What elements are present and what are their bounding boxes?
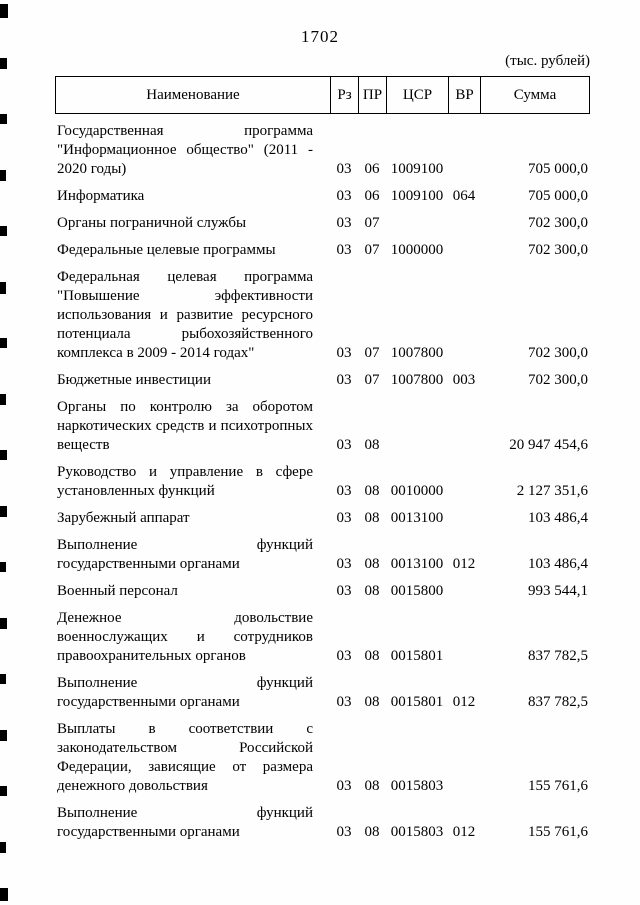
pr-cell: 08: [364, 437, 380, 453]
table-row: [55, 609, 590, 666]
rz-cell: 03: [336, 648, 352, 664]
tsr-cell: 1000000: [390, 242, 444, 258]
tsr-cell: 1007800: [390, 372, 444, 388]
name-cell: Органы пограничной службы: [57, 215, 247, 231]
summa-cell: 837 782,5: [528, 648, 588, 664]
pr-cell: 07: [364, 242, 380, 258]
pr-cell: 08: [364, 510, 380, 526]
rz-cell: 03: [336, 556, 352, 572]
pr-cell: 08: [364, 824, 380, 840]
pr-cell: 08: [364, 778, 380, 794]
rz-cell: 03: [336, 824, 352, 840]
summa-cell: 20 947 454,6: [509, 437, 588, 453]
name-cell: Выполнение функций государственными органами: [57, 805, 313, 840]
col-header-vr: ВР: [449, 77, 481, 113]
col-header-pr: ПР: [359, 77, 387, 113]
name-cell: Бюджетные инвестиции: [57, 372, 211, 388]
rz-cell: 03: [336, 510, 352, 526]
summa-cell: 2 127 351,6: [516, 483, 588, 499]
summa-cell: 702 300,0: [528, 372, 588, 388]
scan-artifact: [0, 58, 7, 69]
vr-cell: 003: [452, 372, 476, 388]
table-body: [55, 122, 590, 842]
table-row: [55, 582, 590, 601]
scan-artifact: [0, 282, 6, 294]
tsr-cell: 1009100: [390, 161, 444, 177]
col-header-tsr: ЦСР: [387, 77, 449, 113]
name-cell: Информатика: [57, 188, 145, 204]
table-row: [55, 720, 590, 796]
summa-cell: 103 486,4: [528, 510, 588, 526]
table-row: [55, 536, 590, 574]
name-cell: Зарубежный аппарат: [57, 510, 190, 526]
tsr-cell: 0013100: [390, 556, 444, 572]
scan-artifact: [0, 338, 7, 348]
scan-artifact: [0, 618, 7, 629]
pr-cell: 06: [364, 188, 380, 204]
rz-cell: 03: [336, 161, 352, 177]
col-header-rz: Рз: [331, 77, 359, 113]
scan-artifact: [0, 674, 6, 684]
name-cell: Государственная программа "Информационное общество" (2011 - 2020 годы): [57, 123, 313, 177]
pr-cell: 08: [364, 583, 380, 599]
pr-cell: 07: [364, 215, 380, 231]
table-row: [55, 214, 590, 233]
budget-table: [55, 76, 590, 850]
rz-cell: 03: [336, 372, 352, 388]
scan-artifact: [0, 226, 7, 236]
scan-artifact: [0, 4, 8, 18]
col-header-summa: Сумма: [513, 86, 557, 103]
scan-artifact: [0, 730, 7, 741]
table-row: [55, 268, 590, 363]
units-note: (тыс. рублей): [505, 53, 590, 69]
name-cell: Федеральная целевая программа "Повышение эффективности использования и развитие ресурсного потенциала рыбохозяйственного комплекса в 2009 - 2014 годах": [57, 269, 313, 361]
table-header-row: [55, 76, 590, 114]
rz-cell: 03: [336, 483, 352, 499]
name-cell: Выплаты в соответствии с законодательством Российской Федерации, зависящие от размера денежного довольствия: [57, 721, 313, 794]
vr-cell: 064: [452, 188, 476, 204]
name-cell: Руководство и управление в сфере установленных функций: [57, 464, 313, 499]
pr-cell: 07: [364, 345, 380, 361]
rz-cell: 03: [336, 215, 352, 231]
rz-cell: 03: [336, 345, 352, 361]
summa-cell: 155 761,6: [528, 824, 588, 840]
tsr-cell: 0015801: [390, 648, 444, 664]
vr-cell: 012: [452, 824, 476, 840]
page-number: 1702: [301, 27, 339, 46]
tsr-cell: 1009100: [390, 188, 444, 204]
summa-cell: 705 000,0: [528, 188, 588, 204]
tsr-cell: 0015803: [390, 778, 444, 794]
table-row: [55, 804, 590, 842]
table-row: [55, 509, 590, 528]
scan-artifact: [0, 786, 7, 796]
scan-artifact: [0, 170, 6, 181]
rz-cell: 03: [336, 437, 352, 453]
vr-cell: 012: [452, 556, 476, 572]
tsr-cell: 1007800: [390, 345, 444, 361]
summa-cell: 702 300,0: [528, 215, 588, 231]
col-header-name: Наименование: [56, 77, 331, 113]
summa-cell: 155 761,6: [528, 778, 588, 794]
rz-cell: 03: [336, 778, 352, 794]
scan-artifact: [0, 506, 7, 517]
pr-cell: 08: [364, 694, 380, 710]
name-cell: Федеральные целевые программы: [57, 242, 276, 258]
table-row: [55, 241, 590, 260]
pr-cell: 08: [364, 556, 380, 572]
table-row: [55, 187, 590, 206]
summa-cell: 705 000,0: [528, 161, 588, 177]
summa-cell: 702 300,0: [528, 345, 588, 361]
rz-cell: 03: [336, 694, 352, 710]
summa-cell: 103 486,4: [528, 556, 588, 572]
scan-artifact: [0, 888, 8, 901]
summa-cell: 702 300,0: [528, 242, 588, 258]
summa-cell: 993 544,1: [528, 583, 588, 599]
table-row: [55, 398, 590, 455]
table-row: [55, 463, 590, 501]
tsr-cell: 0010000: [390, 483, 444, 499]
table-row: [55, 122, 590, 179]
name-cell: Органы по контролю за оборотом наркотических средств и психотропных веществ: [57, 399, 313, 453]
scan-artifact: [0, 450, 7, 460]
table-row: [55, 371, 590, 390]
scan-artifact: [0, 394, 6, 405]
name-cell: Выполнение функций государственными органами: [57, 675, 313, 710]
pr-cell: 06: [364, 161, 380, 177]
tsr-cell: 0015800: [390, 583, 444, 599]
name-cell: Денежное довольствие военнослужащих и сотрудников правоохранительных органов: [57, 610, 313, 664]
rz-cell: 03: [336, 188, 352, 204]
scan-artifact: [0, 842, 6, 853]
pr-cell: 07: [364, 372, 380, 388]
pr-cell: 08: [364, 483, 380, 499]
rz-cell: 03: [336, 242, 352, 258]
scan-artifact: [0, 562, 6, 572]
tsr-cell: 0015803: [390, 824, 444, 840]
pr-cell: 08: [364, 648, 380, 664]
tsr-cell: 0013100: [390, 510, 444, 526]
name-cell: Военный персонал: [57, 583, 178, 599]
rz-cell: 03: [336, 583, 352, 599]
scan-artifact: [0, 114, 7, 124]
table-row: [55, 674, 590, 712]
summa-cell: 837 782,5: [528, 694, 588, 710]
tsr-cell: 0015801: [390, 694, 444, 710]
vr-cell: 012: [452, 694, 476, 710]
name-cell: Выполнение функций государственными органами: [57, 537, 313, 572]
